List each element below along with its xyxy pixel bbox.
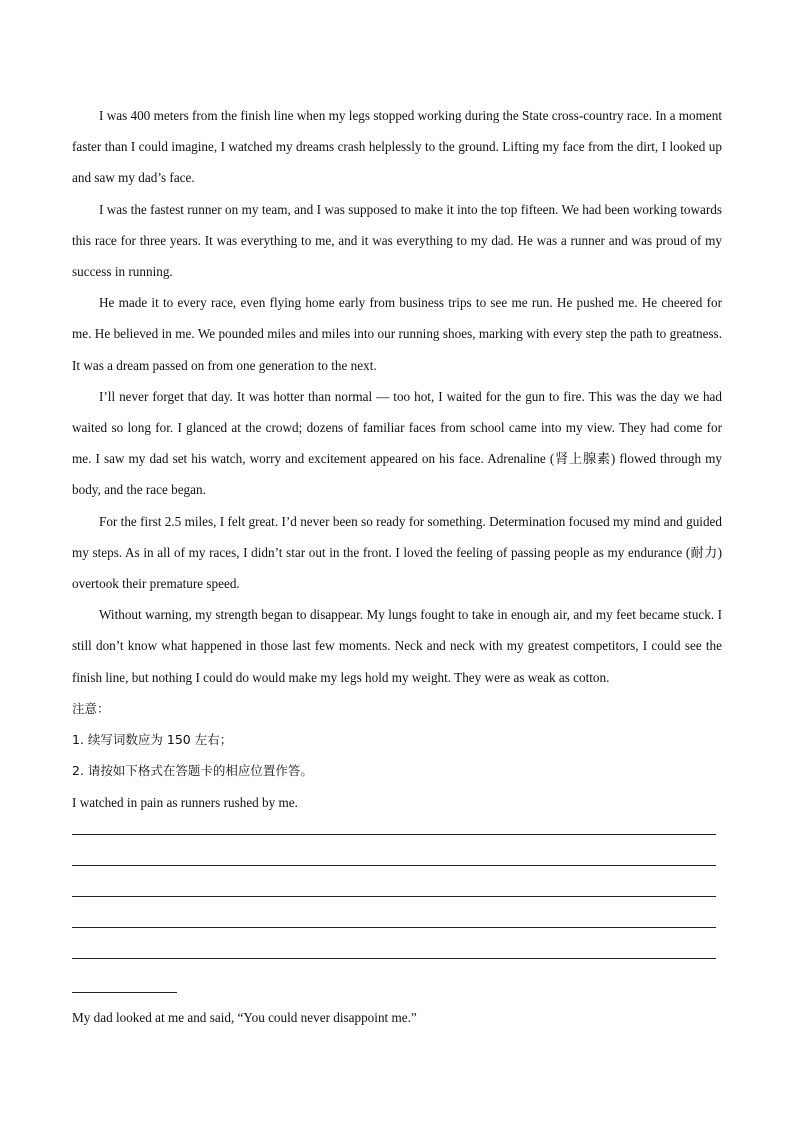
answer-line (72, 834, 716, 835)
answer-line (72, 927, 716, 928)
paragraph-6: Without warning, my strength began to disappear. My lungs fought to take in enough air, and my feet became stuck. I still don’t know what happened in those last few moments. Neck and neck with my greatest competitors, I could see the finish line, but nothing I could do would make my legs hold my weight. They were as weak as cotton. (72, 607, 722, 685)
note-item-answer-format: 2. 请按如下格式在答题卡的相应位置作答。 (72, 763, 313, 779)
paragraph-3: He made it to every race, even flying home early from business trips to see me run. He pushed me. He cheered for me. He believed in me. We pounded miles and miles into our running shoes, marking with every step the path to greatness. It was a dream passed on from one generation to the next. (72, 295, 722, 373)
paragraph-2: I was the fastest runner on my team, and I was supposed to make it into the top fifteen. We had been working towards this race for three years. It was everything to me, and it was everything to my dad. He was a runner and was proud of my success in running. (72, 201, 722, 280)
answer-lines (72, 834, 716, 989)
answer-line (72, 896, 716, 897)
answer-line (72, 865, 716, 866)
instructions (72, 693, 722, 818)
short-answer-line (72, 992, 177, 993)
paragraph-4: I’ll never forget that day. It was hotter than normal — too hot, I waited for the gun to fire. This was the day we had waited so long for. I glanced at the crowd; dozens of familiar faces from school came into my view. They had come for me. I saw my dad set his watch, worry and excitement appeared on his face. Adrenaline (肾上腺素) flowed through my body, and the race began. (72, 388, 722, 498)
continuation-prompt-1: I watched in pain as runners rushed by me. (72, 794, 298, 810)
paragraph-5: For the first 2.5 miles, I felt great. I’d never been so ready for something. Determination focused my mind and guided my steps. As in all of my races, I didn’t star out in the front. I loved the feeling of passing people as my endurance (耐力) overtook their premature speed. (72, 513, 722, 592)
story-passage (72, 100, 722, 693)
notes-heading: 注意： (72, 701, 110, 716)
paragraph-1: I was 400 meters from the finish line when my legs stopped working during the State cross-country race. In a moment faster than I could imagine, I watched my dreams crash helplessly to the ground. Lifting my face from the dirt, I looked up and saw my dad’s face. (72, 108, 722, 186)
answer-line (72, 958, 716, 959)
continuation-prompt-2: My dad looked at me and said, “You could never disappoint me.” (72, 1010, 417, 1025)
note-item-word-count: 1. 续写词数应为 150 左右； (72, 732, 233, 748)
